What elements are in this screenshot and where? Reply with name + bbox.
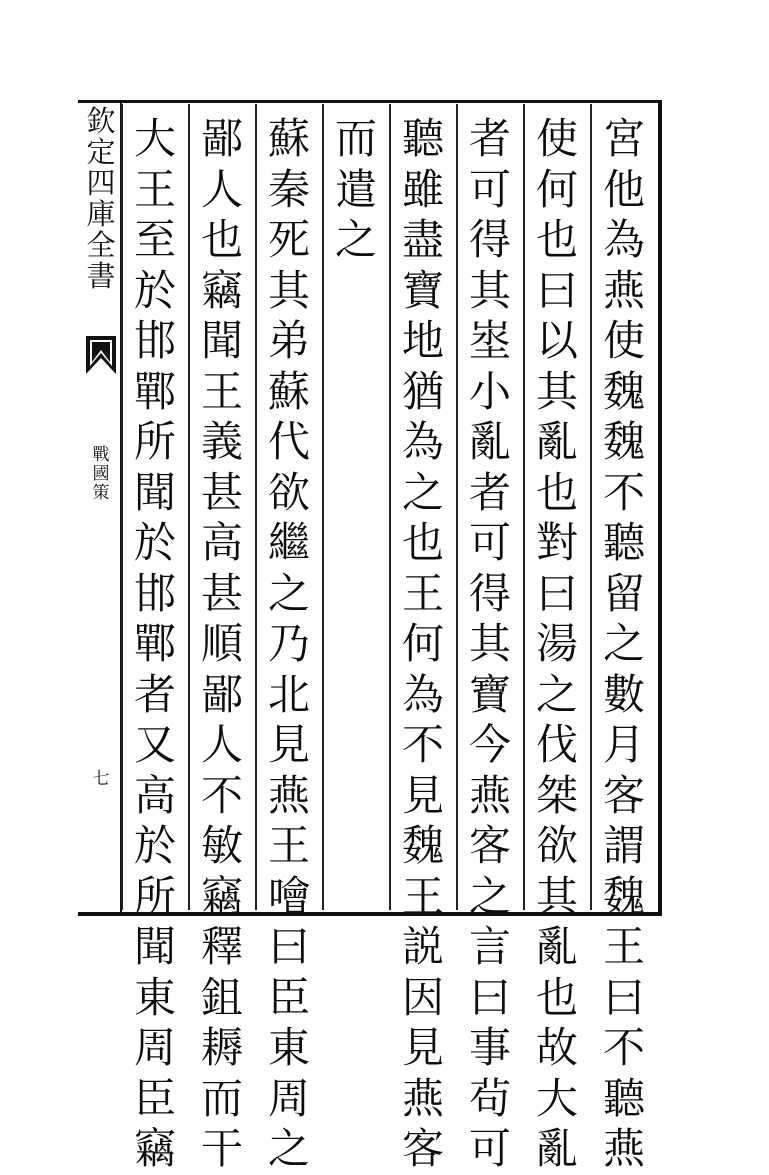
character: 猶: [401, 366, 444, 416]
character: 王: [401, 871, 444, 921]
character: 雖: [401, 164, 444, 214]
character: 順: [200, 619, 243, 668]
character: 人: [200, 164, 243, 214]
character: 燕: [401, 1073, 444, 1123]
column-text: [463, 114, 517, 1175]
character: 事: [468, 1023, 511, 1072]
character: 之: [267, 568, 310, 618]
character: 留: [602, 568, 645, 618]
character: 數: [602, 669, 645, 719]
character: 人: [200, 720, 243, 769]
fishtail-mark-icon: [86, 336, 116, 374]
character: 燕: [267, 770, 310, 820]
character: 曰: [602, 972, 645, 1022]
character: 鉏: [200, 972, 243, 1022]
character: 其: [267, 265, 310, 315]
character: 客: [468, 821, 511, 870]
text-column: [323, 104, 389, 910]
character: 得: [468, 568, 511, 618]
character: 而: [200, 1073, 243, 1123]
character: 敏: [200, 821, 243, 870]
column-divider: [188, 104, 190, 910]
character: 曰: [535, 265, 578, 315]
frame-top-rule: [78, 100, 662, 103]
character: 客: [401, 1124, 444, 1173]
character: 魏: [401, 821, 444, 870]
column-divider: [255, 104, 257, 910]
character: 欲: [535, 821, 578, 870]
character: 亂: [535, 1124, 578, 1173]
character: 鄙: [200, 669, 243, 719]
character: 魏: [602, 417, 645, 466]
character: 義: [200, 417, 243, 466]
character: 也: [200, 215, 243, 264]
character: 得: [468, 215, 511, 264]
character: 於: [133, 821, 176, 870]
character: 何: [401, 619, 444, 668]
character: 北: [267, 669, 310, 719]
character: 之: [602, 619, 645, 668]
character: 王: [133, 164, 176, 214]
character: 者: [468, 114, 511, 163]
character: 干: [200, 1124, 243, 1173]
character: 繼: [267, 518, 310, 567]
character: 湯: [535, 619, 578, 668]
character: 周: [133, 1023, 176, 1072]
vertical-label-text: 戰 國 策: [92, 445, 110, 503]
character: 甚: [200, 467, 243, 517]
character: 又: [133, 720, 176, 769]
character: 客: [602, 770, 645, 820]
character: 曰: [267, 922, 310, 971]
character: 臣: [133, 1073, 176, 1123]
text-column: [256, 104, 322, 1173]
column-text: [128, 114, 182, 1175]
character: 曰: [535, 568, 578, 618]
frame-right-rule: [658, 100, 662, 916]
character: 高: [133, 770, 176, 820]
vertical-label-text: 欽 定 四 庫 全 書: [86, 104, 116, 293]
character: 秦: [267, 164, 310, 214]
character: 盡: [401, 215, 444, 264]
character: 燕: [602, 1124, 645, 1173]
character: 而: [334, 114, 377, 163]
page-number: 七: [92, 769, 110, 789]
character: 者: [468, 467, 511, 517]
character: 大: [535, 1073, 578, 1123]
character: 臣: [267, 972, 310, 1022]
character: 至: [133, 215, 176, 264]
character: 鄲: [133, 619, 176, 668]
character: 桀: [535, 770, 578, 820]
character: 今: [468, 720, 511, 769]
character: 也: [535, 467, 578, 517]
column-text: [597, 114, 651, 1175]
character: 對: [535, 518, 578, 567]
character: 聞: [133, 467, 176, 517]
character: 之: [401, 467, 444, 517]
character: 使: [535, 114, 578, 163]
character: 於: [133, 518, 176, 567]
character: 見: [401, 770, 444, 820]
character: 竊: [200, 265, 243, 315]
column-divider: [590, 104, 592, 910]
section-label: [88, 446, 114, 503]
character: 為: [401, 417, 444, 466]
column-text: [329, 114, 383, 266]
character: 聽: [401, 114, 444, 163]
character: 邯: [133, 316, 176, 365]
character: 見: [401, 1023, 444, 1072]
character: 不: [602, 467, 645, 517]
character: 東: [267, 1023, 310, 1072]
character: 為: [401, 669, 444, 719]
character: 死: [267, 215, 310, 264]
column-divider: [389, 104, 391, 910]
character: 不: [602, 1023, 645, 1072]
character: 燕: [602, 265, 645, 315]
character: 説: [401, 922, 444, 971]
character: 甚: [200, 568, 243, 618]
book-title: [84, 106, 118, 292]
character: 噲: [267, 871, 310, 921]
character: 其: [535, 871, 578, 921]
character: 可: [468, 518, 511, 567]
character: 鄲: [133, 366, 176, 416]
character: 王: [267, 821, 310, 870]
character: 亂: [535, 922, 578, 971]
column-text: [195, 114, 249, 1175]
character: 寶: [401, 265, 444, 315]
character: 見: [267, 720, 310, 769]
text-column: [390, 104, 456, 1173]
character: 也: [535, 215, 578, 264]
character: 茍: [468, 1073, 511, 1123]
character: 使: [602, 316, 645, 365]
text-column: [122, 104, 188, 1173]
column-divider: [523, 104, 525, 910]
character: 因: [401, 972, 444, 1022]
character: 何: [535, 164, 578, 214]
character: 東: [133, 972, 176, 1022]
character: 弟: [267, 316, 310, 365]
character: 周: [267, 1073, 310, 1123]
character: 可: [468, 164, 511, 214]
character: 高: [200, 518, 243, 567]
character: 宮: [602, 114, 645, 163]
character: 所: [133, 871, 176, 921]
character: 聽: [602, 1073, 645, 1123]
character: 蘇: [267, 114, 310, 163]
column-divider: [322, 104, 324, 910]
character: 大: [133, 114, 176, 163]
character: 所: [133, 417, 176, 466]
character: 為: [602, 215, 645, 264]
character: 可: [468, 1124, 511, 1173]
character: 代: [267, 417, 310, 466]
character: 他: [602, 164, 645, 214]
column-text: [530, 114, 584, 1175]
character: 也: [401, 518, 444, 567]
character: 魏: [602, 871, 645, 921]
character: 釋: [200, 922, 243, 971]
character: 王: [200, 366, 243, 416]
character: 其: [468, 619, 511, 668]
character: 小: [468, 366, 511, 416]
character: 亂: [535, 417, 578, 466]
text-column: [591, 104, 657, 1173]
character: 言: [468, 922, 511, 971]
character: 竊: [133, 1124, 176, 1173]
character: 謂: [602, 821, 645, 870]
character: 於: [133, 265, 176, 315]
character: 聞: [133, 922, 176, 971]
character: 地: [401, 316, 444, 365]
column-divider: [456, 104, 458, 910]
character: 欲: [267, 467, 310, 517]
character: 魏: [602, 366, 645, 416]
text-column: [457, 104, 523, 1173]
character: 曰: [468, 972, 511, 1022]
character: 其: [535, 366, 578, 416]
character: 乃: [267, 619, 310, 668]
character: 聽: [602, 518, 645, 567]
text-columns: [122, 104, 658, 1173]
character: 以: [535, 316, 578, 365]
character: 不: [401, 720, 444, 769]
column-divider: [121, 104, 123, 910]
character: 之: [468, 871, 511, 921]
character: 故: [535, 1023, 578, 1072]
character: 王: [401, 568, 444, 618]
character: 竊: [200, 871, 243, 921]
character: 月: [602, 720, 645, 769]
character: 之: [267, 1124, 310, 1173]
character: 蘇: [267, 366, 310, 416]
character: 其: [468, 265, 511, 315]
character: 聞: [200, 316, 243, 365]
character: 寶: [468, 669, 511, 719]
character: 也: [535, 972, 578, 1022]
character: 伐: [535, 720, 578, 769]
character: 王: [602, 922, 645, 971]
character: 不: [200, 770, 243, 820]
character: 邯: [133, 568, 176, 618]
text-column: [189, 104, 255, 1173]
character: 耨: [200, 1023, 243, 1072]
character: 亂: [468, 417, 511, 466]
text-column: [524, 104, 590, 1173]
column-text: [396, 114, 450, 1175]
column-text: [262, 114, 316, 1175]
character: 埊: [468, 316, 511, 365]
character: 鄙: [200, 114, 243, 163]
character: 燕: [468, 770, 511, 820]
character: 之: [535, 669, 578, 719]
character: 遣: [334, 164, 377, 214]
character: 者: [133, 669, 176, 719]
character: 之: [334, 215, 377, 264]
